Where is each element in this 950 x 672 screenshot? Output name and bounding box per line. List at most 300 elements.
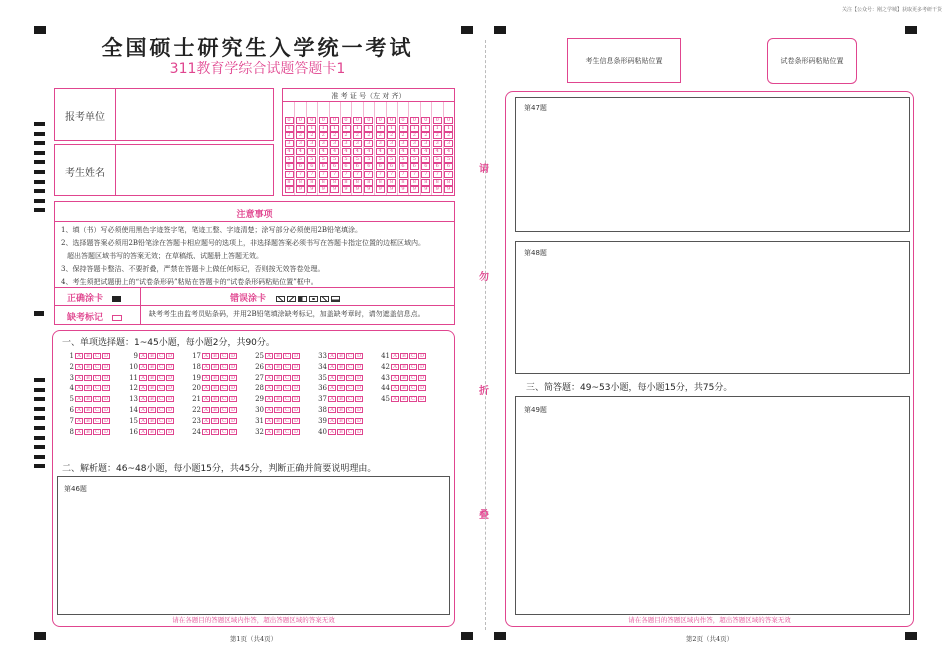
id-digit-bubble[interactable]: 3 [399,140,408,147]
option-bubble[interactable]: D [103,428,108,435]
id-digit-bubble[interactable]: 7 [330,171,339,178]
option-bubble[interactable]: A [75,353,83,359]
id-digit-bubble[interactable]: 1 [387,125,396,132]
option-bubble[interactable]: A [328,396,336,402]
option-bubble[interactable]: C [93,364,101,370]
option-bubble[interactable]: A [202,364,210,370]
option-bubble[interactable]: B [211,396,219,402]
option-bubble[interactable]: A [265,429,273,435]
id-digit-bubble[interactable]: 7 [319,171,328,178]
id-digit-bubble[interactable]: 9 [296,186,305,193]
id-digit-bubble[interactable]: 0 [353,117,362,124]
option-bubble[interactable]: B [274,418,282,424]
id-digit-bubble[interactable]: 3 [307,140,316,147]
option-bubble[interactable]: A [202,353,210,359]
id-digit-bubble[interactable]: 5 [307,156,316,163]
option-bubble[interactable]: C [283,396,291,402]
option-bubble[interactable]: A [391,375,399,381]
option-bubble[interactable]: D [103,407,108,413]
id-digit-bubble[interactable]: 4 [444,148,453,155]
id-digit-bubble[interactable]: 9 [387,186,396,193]
option-bubble[interactable]: C [283,418,291,424]
option-bubble[interactable]: D [356,417,361,424]
option-bubble[interactable]: C [157,375,165,381]
id-digit-bubble[interactable]: 9 [330,186,339,193]
option-bubble[interactable]: A [391,353,399,359]
id-digit-bubble[interactable]: 8 [296,179,305,186]
id-digit-bubble[interactable]: 7 [376,171,385,178]
option-bubble[interactable]: D [293,353,298,359]
option-bubble[interactable]: C [93,385,101,391]
option-bubble[interactable]: D [293,428,298,435]
option-bubble[interactable]: D [356,385,361,392]
option-bubble[interactable]: C [346,407,354,413]
id-digit-bubble[interactable]: 3 [364,140,373,147]
option-bubble[interactable]: B [274,385,282,391]
option-bubble[interactable]: A [139,375,147,381]
option-bubble[interactable]: B [84,353,92,359]
id-digit-bubble[interactable]: 2 [296,132,305,139]
option-bubble[interactable]: D [167,385,172,392]
option-bubble[interactable]: B [337,418,345,424]
option-bubble[interactable]: C [346,375,354,381]
option-bubble[interactable]: B [274,396,282,402]
id-digit-bubble[interactable]: 6 [330,163,339,170]
id-digit-bubble[interactable]: 2 [421,132,430,139]
option-bubble[interactable]: D [167,428,172,435]
option-bubble[interactable]: C [157,364,165,370]
option-bubble[interactable]: A [75,418,83,424]
option-bubble[interactable]: C [346,418,354,424]
id-digit-bubble[interactable]: 5 [410,156,419,163]
option-bubble[interactable]: D [230,374,235,381]
option-bubble[interactable]: D [356,396,361,403]
option-bubble[interactable]: C [409,353,417,359]
option-bubble[interactable]: A [202,396,210,402]
option-bubble[interactable]: C [157,353,165,359]
option-bubble[interactable]: B [148,364,156,370]
option-bubble[interactable]: D [356,374,361,381]
id-digit-bubble[interactable]: 6 [410,163,419,170]
option-bubble[interactable]: B [337,385,345,391]
id-digit-bubble[interactable]: 0 [387,117,396,124]
option-bubble[interactable]: B [400,353,408,359]
option-bubble[interactable]: A [202,418,210,424]
id-digit-bubble[interactable]: 7 [353,171,362,178]
id-digit-bubble[interactable]: 6 [433,163,442,170]
id-digit-bubble[interactable]: 1 [364,125,373,132]
id-digit-bubble[interactable]: 8 [342,179,351,186]
id-digit-bubble[interactable]: 3 [387,140,396,147]
id-digit-bubble[interactable]: 4 [364,148,373,155]
id-digit-bubble[interactable]: 3 [330,140,339,147]
option-bubble[interactable]: D [356,407,361,413]
option-bubble[interactable]: C [283,364,291,370]
id-digit-bubble[interactable]: 8 [307,179,316,186]
option-bubble[interactable]: C [93,407,101,413]
id-digit-bubble[interactable]: 5 [444,156,453,163]
id-digit-bubble[interactable]: 3 [342,140,351,147]
option-bubble[interactable]: D [103,353,108,359]
option-bubble[interactable]: D [293,417,298,424]
id-digit-bubble[interactable]: 8 [319,179,328,186]
option-bubble[interactable]: A [265,353,273,359]
id-digit-bubble[interactable]: 0 [376,117,385,124]
id-digit-bubble[interactable]: 5 [364,156,373,163]
option-bubble[interactable]: A [75,375,83,381]
option-bubble[interactable]: B [84,364,92,370]
option-bubble[interactable]: D [167,407,172,413]
id-digit-bubble[interactable]: 5 [330,156,339,163]
id-digit-bubble[interactable]: 9 [444,186,453,193]
option-bubble[interactable]: B [400,375,408,381]
id-digit-bubble[interactable]: 0 [330,117,339,124]
id-digit-bubble[interactable]: 3 [296,140,305,147]
option-bubble[interactable]: D [230,363,235,370]
option-bubble[interactable]: D [230,396,235,403]
id-digit-bubble[interactable]: 6 [444,163,453,170]
option-bubble[interactable]: C [409,396,417,402]
id-digit-bubble[interactable]: 7 [364,171,373,178]
id-digit-bubble[interactable]: 7 [399,171,408,178]
option-bubble[interactable]: B [337,353,345,359]
option-bubble[interactable]: A [265,364,273,370]
option-bubble[interactable]: C [346,353,354,359]
id-digit-bubble[interactable]: 8 [330,179,339,186]
option-bubble[interactable]: C [220,364,228,370]
option-bubble[interactable]: B [337,396,345,402]
option-bubble[interactable]: D [293,396,298,403]
option-bubble[interactable]: C [220,429,228,435]
option-bubble[interactable]: B [148,385,156,391]
option-bubble[interactable]: A [328,364,336,370]
option-bubble[interactable]: B [400,385,408,391]
id-digit-bubble[interactable]: 5 [421,156,430,163]
option-bubble[interactable]: D [230,407,235,413]
id-digit-bubble[interactable]: 1 [285,125,294,132]
option-bubble[interactable]: A [265,385,273,391]
id-digit-bubble[interactable]: 3 [421,140,430,147]
option-bubble[interactable]: A [75,364,83,370]
option-bubble[interactable]: B [84,385,92,391]
id-digit-bubble[interactable]: 1 [444,125,453,132]
option-bubble[interactable]: B [211,364,219,370]
id-digit-bubble[interactable]: 0 [307,117,316,124]
option-bubble[interactable]: C [409,364,417,370]
id-digit-bubble[interactable]: 1 [296,125,305,132]
option-bubble[interactable]: B [148,429,156,435]
option-bubble[interactable]: C [157,385,165,391]
option-bubble[interactable]: A [75,407,83,413]
id-digit-bubble[interactable]: 6 [364,163,373,170]
option-bubble[interactable]: D [419,374,424,381]
id-digit-bubble[interactable]: 1 [330,125,339,132]
option-bubble[interactable]: A [75,385,83,391]
id-digit-bubble[interactable]: 4 [296,148,305,155]
option-bubble[interactable]: B [337,429,345,435]
id-digit-bubble[interactable]: 4 [376,148,385,155]
option-bubble[interactable]: A [202,429,210,435]
option-bubble[interactable]: D [419,396,424,403]
option-bubble[interactable]: B [148,353,156,359]
id-digit-bubble[interactable]: 9 [353,186,362,193]
option-bubble[interactable]: A [139,385,147,391]
option-bubble[interactable]: A [391,364,399,370]
option-bubble[interactable]: C [346,385,354,391]
option-bubble[interactable]: C [93,353,101,359]
id-digit-bubble[interactable]: 0 [364,117,373,124]
id-digit-bubble[interactable]: 9 [376,186,385,193]
option-bubble[interactable]: A [139,407,147,413]
option-bubble[interactable]: A [202,385,210,391]
option-bubble[interactable]: C [283,429,291,435]
id-digit-bubble[interactable]: 5 [319,156,328,163]
option-bubble[interactable]: C [220,407,228,413]
option-bubble[interactable]: B [274,353,282,359]
option-bubble[interactable]: B [211,418,219,424]
option-bubble[interactable]: D [103,374,108,381]
id-digit-bubble[interactable]: 2 [319,132,328,139]
id-digit-bubble[interactable]: 2 [342,132,351,139]
id-digit-bubble[interactable]: 0 [319,117,328,124]
option-bubble[interactable]: C [93,418,101,424]
option-bubble[interactable]: B [148,418,156,424]
option-bubble[interactable]: A [202,407,210,413]
id-digit-bubble[interactable]: 4 [285,148,294,155]
option-bubble[interactable]: C [220,375,228,381]
option-bubble[interactable]: C [283,375,291,381]
id-digit-bubble[interactable]: 1 [376,125,385,132]
id-digit-bubble[interactable]: 3 [353,140,362,147]
option-bubble[interactable]: C [283,385,291,391]
option-bubble[interactable]: A [265,407,273,413]
id-digit-bubble[interactable]: 2 [410,132,419,139]
id-digit-bubble[interactable]: 8 [433,179,442,186]
id-digit-bubble[interactable]: 1 [433,125,442,132]
option-bubble[interactable]: B [211,375,219,381]
id-digit-bubble[interactable]: 9 [342,186,351,193]
id-digit-bubble[interactable]: 7 [421,171,430,178]
id-digit-bubble[interactable]: 6 [307,163,316,170]
option-bubble[interactable]: B [84,418,92,424]
id-digit-bubble[interactable]: 6 [353,163,362,170]
id-digit-bubble[interactable]: 8 [376,179,385,186]
id-digit-bubble[interactable]: 5 [433,156,442,163]
id-digit-bubble[interactable]: 8 [387,179,396,186]
option-bubble[interactable]: D [230,428,235,435]
option-bubble[interactable]: B [211,429,219,435]
id-digit-bubble[interactable]: 4 [330,148,339,155]
id-digit-bubble[interactable]: 8 [285,179,294,186]
id-digit-bubble[interactable]: 8 [421,179,430,186]
option-bubble[interactable]: B [337,407,345,413]
id-digit-bubble[interactable]: 3 [410,140,419,147]
option-bubble[interactable]: B [84,407,92,413]
option-bubble[interactable]: B [211,407,219,413]
id-digit-bubble[interactable]: 4 [433,148,442,155]
option-bubble[interactable]: B [84,375,92,381]
id-digit-bubble[interactable]: 2 [376,132,385,139]
option-bubble[interactable]: D [230,385,235,392]
option-bubble[interactable]: A [328,407,336,413]
id-digit-bubble[interactable]: 2 [353,132,362,139]
id-digit-bubble[interactable]: 5 [353,156,362,163]
option-bubble[interactable]: A [139,396,147,402]
id-digit-bubble[interactable]: 0 [410,117,419,124]
option-bubble[interactable]: D [167,396,172,403]
option-bubble[interactable]: A [139,364,147,370]
id-digit-bubble[interactable]: 6 [376,163,385,170]
id-digit-bubble[interactable]: 1 [421,125,430,132]
option-bubble[interactable]: B [337,375,345,381]
option-bubble[interactable]: B [84,429,92,435]
option-bubble[interactable]: A [328,385,336,391]
id-digit-bubble[interactable]: 2 [444,132,453,139]
option-bubble[interactable]: C [220,353,228,359]
id-digit-bubble[interactable]: 5 [296,156,305,163]
option-bubble[interactable]: D [356,428,361,435]
option-bubble[interactable]: C [157,407,165,413]
option-bubble[interactable]: C [283,353,291,359]
id-digit-bubble[interactable]: 9 [421,186,430,193]
id-digit-bubble[interactable]: 4 [387,148,396,155]
id-digit-bubble[interactable]: 0 [296,117,305,124]
option-bubble[interactable]: B [274,429,282,435]
id-digit-bubble[interactable]: 9 [285,186,294,193]
option-bubble[interactable]: B [148,375,156,381]
id-digit-bubble[interactable]: 1 [410,125,419,132]
id-digit-bubble[interactable]: 7 [433,171,442,178]
option-bubble[interactable]: D [230,353,235,359]
id-digit-bubble[interactable]: 0 [444,117,453,124]
option-bubble[interactable]: A [265,396,273,402]
option-bubble[interactable]: D [103,417,108,424]
id-digit-bubble[interactable]: 9 [364,186,373,193]
option-bubble[interactable]: B [337,364,345,370]
option-bubble[interactable]: B [211,353,219,359]
id-digit-bubble[interactable]: 1 [353,125,362,132]
option-bubble[interactable]: D [293,385,298,392]
id-digit-bubble[interactable]: 8 [353,179,362,186]
option-bubble[interactable]: C [409,375,417,381]
option-bubble[interactable]: C [157,396,165,402]
option-bubble[interactable]: A [391,385,399,391]
id-digit-bubble[interactable]: 1 [399,125,408,132]
id-digit-bubble[interactable]: 0 [433,117,442,124]
option-bubble[interactable]: C [93,396,101,402]
id-digit-bubble[interactable]: 2 [307,132,316,139]
option-bubble[interactable]: C [283,407,291,413]
option-bubble[interactable]: A [139,418,147,424]
id-digit-bubble[interactable]: 6 [285,163,294,170]
option-bubble[interactable]: A [328,353,336,359]
option-bubble[interactable]: B [274,364,282,370]
id-digit-bubble[interactable]: 6 [296,163,305,170]
id-digit-bubble[interactable]: 3 [319,140,328,147]
id-digit-bubble[interactable]: 6 [387,163,396,170]
id-digit-bubble[interactable]: 9 [399,186,408,193]
option-bubble[interactable]: A [75,429,83,435]
id-digit-bubble[interactable]: 4 [353,148,362,155]
option-bubble[interactable]: C [93,375,101,381]
id-digit-bubble[interactable]: 8 [410,179,419,186]
id-digit-bubble[interactable]: 7 [444,171,453,178]
option-bubble[interactable]: A [75,396,83,402]
option-bubble[interactable]: A [328,429,336,435]
option-bubble[interactable]: C [220,396,228,402]
option-bubble[interactable]: B [400,396,408,402]
id-digit-bubble[interactable]: 8 [399,179,408,186]
id-digit-bubble[interactable]: 2 [364,132,373,139]
id-digit-bubble[interactable]: 8 [444,179,453,186]
option-bubble[interactable]: D [103,363,108,370]
id-digit-bubble[interactable]: 2 [399,132,408,139]
id-digit-bubble[interactable]: 0 [399,117,408,124]
option-bubble[interactable]: C [220,418,228,424]
option-bubble[interactable]: C [93,429,101,435]
id-digit-bubble[interactable]: 9 [319,186,328,193]
option-bubble[interactable]: D [419,385,424,392]
option-bubble[interactable]: B [274,407,282,413]
option-bubble[interactable]: C [157,418,165,424]
option-bubble[interactable]: D [419,353,424,359]
option-bubble[interactable]: D [293,407,298,413]
option-bubble[interactable]: B [148,396,156,402]
id-digit-bubble[interactable]: 9 [410,186,419,193]
id-digit-bubble[interactable]: 5 [376,156,385,163]
option-bubble[interactable]: C [346,364,354,370]
option-bubble[interactable]: D [103,385,108,392]
id-digit-bubble[interactable]: 2 [330,132,339,139]
id-digit-bubble[interactable]: 4 [421,148,430,155]
id-digit-bubble[interactable]: 4 [410,148,419,155]
id-digit-bubble[interactable]: 0 [421,117,430,124]
option-bubble[interactable]: A [202,375,210,381]
id-digit-bubble[interactable]: 7 [307,171,316,178]
option-bubble[interactable]: A [391,396,399,402]
id-digit-bubble[interactable]: 4 [399,148,408,155]
q47-answer-box[interactable] [515,97,910,232]
id-digit-bubble[interactable]: 7 [342,171,351,178]
option-bubble[interactable]: D [230,417,235,424]
q46-answer-box[interactable] [57,476,450,615]
option-bubble[interactable]: D [167,363,172,370]
id-digit-bubble[interactable]: 3 [376,140,385,147]
option-bubble[interactable]: B [400,364,408,370]
id-digit-bubble[interactable]: 2 [285,132,294,139]
option-bubble[interactable]: D [356,353,361,359]
option-bubble[interactable]: B [148,407,156,413]
option-bubble[interactable]: D [103,396,108,403]
id-digit-bubble[interactable]: 3 [444,140,453,147]
id-digit-bubble[interactable]: 3 [285,140,294,147]
id-digit-bubble[interactable]: 3 [433,140,442,147]
id-digit-bubble[interactable]: 7 [387,171,396,178]
option-bubble[interactable]: D [293,363,298,370]
id-digit-bubble[interactable]: 4 [319,148,328,155]
option-bubble[interactable]: C [346,396,354,402]
option-bubble[interactable]: D [167,374,172,381]
id-digit-bubble[interactable]: 1 [342,125,351,132]
option-bubble[interactable]: C [409,385,417,391]
id-digit-bubble[interactable]: 9 [433,186,442,193]
id-digit-bubble[interactable]: 2 [433,132,442,139]
id-digit-bubble[interactable]: 0 [285,117,294,124]
id-digit-bubble[interactable]: 6 [319,163,328,170]
id-digit-bubble[interactable]: 9 [307,186,316,193]
id-digit-bubble[interactable]: 5 [285,156,294,163]
option-bubble[interactable]: D [167,353,172,359]
